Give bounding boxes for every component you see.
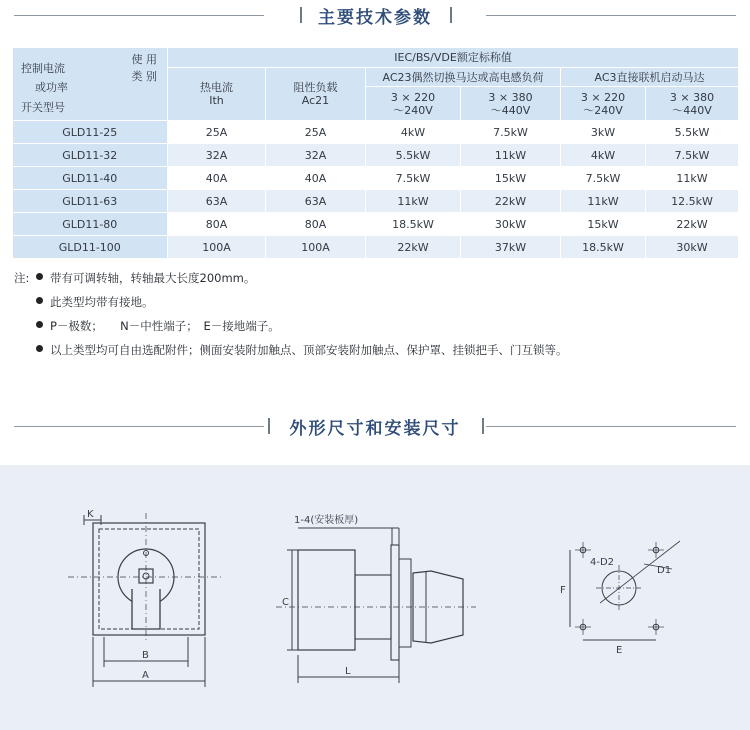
cell: 4kW (561, 144, 646, 167)
cell: 30kW (646, 236, 739, 259)
voltage-range: ～440V (672, 103, 712, 117)
note-text: 此类型均带有接地。 (50, 295, 154, 309)
label-e: E (616, 645, 623, 656)
cell: 11kW (461, 144, 561, 167)
cell-model: GLD11-80 (13, 213, 168, 236)
label-c: C (282, 597, 289, 608)
cell: 5.5kW (366, 144, 461, 167)
dimension-labels (87, 509, 671, 681)
cell-model: GLD11-32 (13, 144, 168, 167)
cell: 25A (266, 121, 366, 144)
ac23-header: AC23偶然切换马达或高电感负荷 (366, 68, 561, 87)
bullet-icon (36, 321, 43, 328)
label-d1: D1 (657, 565, 672, 576)
header-bar-right (482, 418, 484, 434)
voltage-ac3-380 (646, 87, 739, 121)
cell: 40A (266, 167, 366, 190)
cell: 32A (168, 144, 266, 167)
voltage-line: 3 × 380 (669, 90, 715, 104)
cell: 7.5kW (561, 167, 646, 190)
corner-control-current: 控制电流 (21, 62, 65, 75)
section-title-specs: 主要技术参数 (318, 8, 432, 28)
header-rule-right (486, 15, 736, 16)
label-a: A (142, 670, 149, 681)
cell: 25A (168, 121, 266, 144)
table-row (13, 167, 739, 190)
cell: 32A (266, 144, 366, 167)
cell-model: GLD11-40 (13, 167, 168, 190)
col-thermal-current (168, 68, 266, 121)
voltage-line: 3 × 220 (580, 90, 626, 104)
header-rule-right (486, 426, 736, 427)
cell: 80A (266, 213, 366, 236)
note-text: 带有可调转轴，转轴最大长度200mm。 (50, 271, 256, 285)
table-row (13, 190, 739, 213)
cell: 11kW (646, 167, 739, 190)
section-header-dimensions (0, 413, 750, 443)
cell: 15kW (461, 167, 561, 190)
col-thermal-symbol: Ith (209, 94, 224, 107)
voltage-ac23-380 (461, 87, 561, 121)
cell: 7.5kW (461, 121, 561, 144)
voltage-ac3-220 (561, 87, 646, 121)
label-l: L (345, 666, 351, 677)
voltage-line: 3 × 380 (488, 90, 533, 104)
label-plate-thickness: 1-4(安装板厚) (294, 515, 359, 526)
group-header: IEC/BS/VDE额定标称值 (168, 48, 739, 68)
cell: 80A (168, 213, 266, 236)
cell: 18.5kW (366, 213, 461, 236)
label-d2: 4-D2 (590, 557, 615, 568)
corner-category: 类 别 (131, 70, 157, 83)
cell-model: GLD11-63 (13, 190, 168, 213)
cell: 22kW (646, 213, 739, 236)
notes-lead: 注: (14, 271, 30, 285)
cell-model: GLD11-25 (13, 121, 168, 144)
table-row (13, 213, 739, 236)
col-resistive-label: 阻性负载 (293, 81, 338, 94)
cell: 15kW (561, 213, 646, 236)
bullet-icon (36, 273, 43, 280)
cell: 63A (168, 190, 266, 213)
label-b: B (142, 650, 149, 661)
label-k: K (87, 509, 94, 520)
cell: 100A (266, 236, 366, 259)
dimension-drawing (0, 465, 750, 730)
table-corner (13, 48, 168, 121)
cell: 40A (168, 167, 266, 190)
cell: 37kW (461, 236, 561, 259)
corner-usage: 使 用 (131, 53, 157, 66)
cell: 63A (266, 190, 366, 213)
corner-power: 或功率 (35, 81, 68, 94)
cell: 12.5kW (646, 190, 739, 213)
section-title-dimensions: 外形尺寸和安装尺寸 (289, 419, 461, 439)
voltage-ac23-220 (366, 87, 461, 121)
dimension-diagrams (0, 465, 750, 730)
ac3-header: AC3直接联机启动马达 (561, 68, 739, 87)
cell: 3kW (561, 121, 646, 144)
cell: 22kW (461, 190, 561, 213)
col-resistive-symbol: Ac21 (301, 94, 330, 107)
cell: 7.5kW (366, 167, 461, 190)
note-text: P－极数； N－中性端子； E－接地端子。 (50, 319, 280, 333)
cell: 7.5kW (646, 144, 739, 167)
voltage-line: 3 × 220 (390, 90, 436, 104)
voltage-range: ～240V (393, 103, 433, 117)
voltage-range: ～240V (583, 103, 623, 117)
cell: 4kW (366, 121, 461, 144)
cell: 30kW (461, 213, 561, 236)
cell: 11kW (366, 190, 461, 213)
col-thermal-label: 热电流 (200, 81, 233, 94)
cell: 22kW (366, 236, 461, 259)
corner-switch-model: 开关型号 (21, 101, 65, 114)
cell: 11kW (561, 190, 646, 213)
mounting-hole-view (570, 541, 680, 640)
label-f: F (560, 585, 566, 596)
cell: 100A (168, 236, 266, 259)
side-view (276, 528, 476, 683)
cell-model: GLD11-100 (13, 236, 168, 259)
voltage-range: ～440V (490, 103, 531, 117)
spec-table (12, 47, 739, 259)
bullet-icon (36, 297, 43, 304)
note-text: 以上类型均可自由选配附件；侧面安装附加触点、顶部安装附加触点、保护罩、挂锁把手、门互锁等。 (50, 343, 568, 357)
col-resistive-load (266, 68, 366, 121)
section-header-specs (0, 2, 750, 32)
table-row (13, 121, 739, 144)
table-row (13, 236, 739, 259)
cell: 18.5kW (561, 236, 646, 259)
table-row (13, 144, 739, 167)
bullet-icon (36, 345, 43, 352)
cell: 5.5kW (646, 121, 739, 144)
header-bar-right (450, 7, 452, 23)
